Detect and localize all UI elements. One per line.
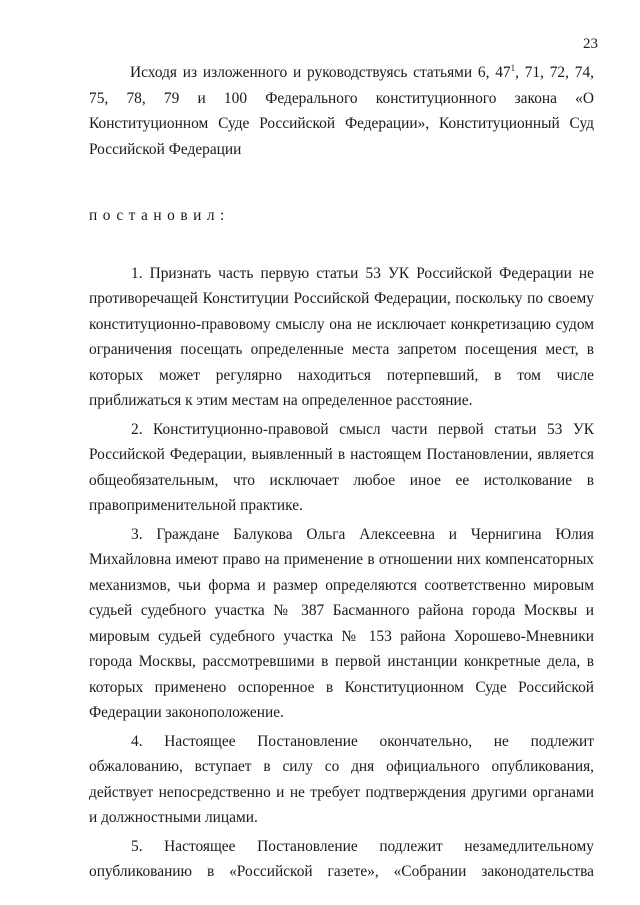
intro-text-part2: , 71, 72, 74, 75, 78, 79 и 100 Федерального конституционного закона «О Конституционном Суде Российской Федерации», Конституционный Суд Российской Федерации [89, 64, 594, 158]
resolve-heading: постановил: [89, 207, 230, 224]
resolution-item-2: 2. Конституционно-правовой смысл части первой статьи 53 УК Российской Федерации, выявленный в настоящем Постановлении, является общеобязательным, что исключает любое иное ее истолкование в правоприменительной практике. [89, 420, 594, 514]
resolution-item-4: 4. Настоящее Постановление окончательно, не подлежит обжалованию, вступает в силу со дня официального опубликования, действует непосредственно и не требует подтверждения другими органами и должностными лицами. [89, 732, 594, 826]
page-number: 23 [583, 36, 598, 52]
intro-paragraph [89, 60, 594, 162]
resolution-item-1: 1. Признать часть первую статьи 53 УК Российской Федерации не противоречащей Конституции Российской Федерации, поскольку по своему конституционно-правовому смыслу она не исключает конкретизацию судом ограничения посещать определенные места запретом посещения мест, в которых может регулярно находиться потерпевший, в том числе приближаться к этим местам на определенное расстояние. [89, 264, 594, 409]
intro-superscript: 1 [510, 62, 516, 73]
resolution-item-5: 5. Настоящее Постановление подлежит незамедлительному опубликованию в «Российской газете», «Собрании законодательства [89, 837, 594, 880]
resolution-item-3: 3. Граждане Балукова Ольга Алексеевна и Чернигина Юлия Михайловна имеют право на применение в отношении них компенсаторных механизмов, чьи форма и размер определяются соответственно мировым судьей судебного участка № 387 Басманного района города Москвы и мировым судьей судебного участка № 153 района Хорошево-Мневники города Москвы, рассмотревшими в первой инстанции конкретные дела, в которых применено оспоренное в Конституционном Суде Российской Федерации законоположение. [89, 525, 594, 721]
document-body [89, 60, 594, 888]
intro-text-part1: Исходя из изложенного и руководствуясь статьями 6, 47 [130, 64, 511, 81]
